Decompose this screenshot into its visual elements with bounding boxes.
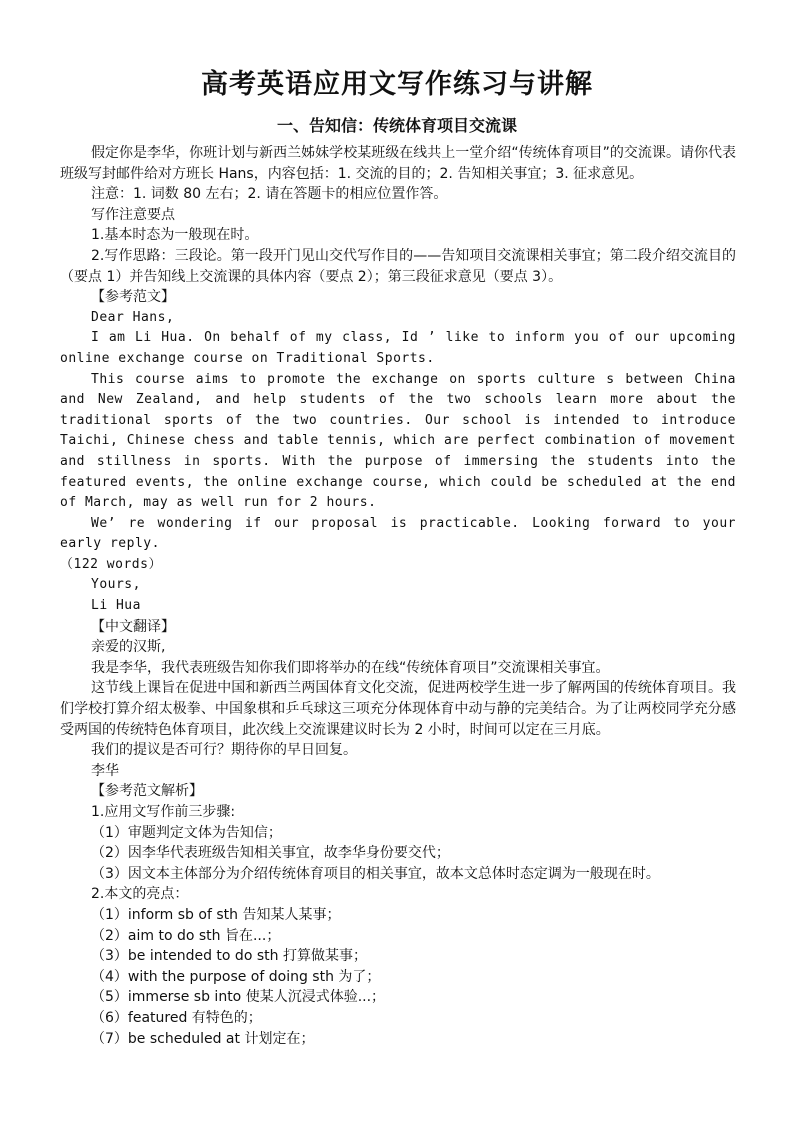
translation-paragraph-1: 我是李华，我代表班级告知你我们即将举办的在线“传统体育项目”交流课相关事宜。 <box>91 659 610 676</box>
highlights-title: 2.本文的亮点： <box>91 886 189 903</box>
sample-paragraph-3: We’ re wondering if our proposal is practicable. Looking forward to your early reply. <box>60 515 736 552</box>
sample-paragraph-2: This course aims to promote the exchange on sports culture s between China and New Zealand, and help students of the two schools learn more about the traditional sports of the two countries. Our school is intended to introduce Taichi, Chinese chess and table tennis, which are perfect combination of movement and stillness in sports. With the purpose of immersing the students into the featured events, the online exchange course, which could be scheduled at the end of March, may as well run for 2 hours. <box>60 371 736 511</box>
analysis-step-1: （1）审题判定文体为告知信； <box>91 824 282 841</box>
highlight-item-3: （3）be intended to do sth 打算做某事； <box>91 948 367 965</box>
sample-word-count: （122 words） <box>60 556 162 572</box>
highlight-item-1: （1）inform sb of sth 告知某人某事； <box>91 906 341 923</box>
sample-heading: 【参考范文】 <box>91 289 175 306</box>
analysis-step-3: （3）因文本主体部分为介绍传统体育项目的相关事宜，故本文总体时态定调为一般现在时。 <box>91 865 660 882</box>
page-title: 高考英语应用文写作练习与讲解 <box>201 69 593 100</box>
highlight-item-6: （6）featured 有特色的； <box>91 1009 262 1026</box>
sample-salutation: Dear Hans, <box>91 309 175 325</box>
sample-signature: Li Hua <box>91 598 141 614</box>
section-subtitle: 一、告知信：传统体育项目交流课 <box>276 116 517 135</box>
sample-paragraph-1: I am Li Hua. On behalf of my class, Id ’ like to inform you of our upcoming online exchange course on Traditional Sports. <box>60 330 736 366</box>
analysis-step-title: 1.应用文写作前三步骤: <box>91 804 236 820</box>
analysis-heading: 【参考范文解析】 <box>91 783 203 800</box>
translation-signature: 李华 <box>91 762 119 779</box>
points-item-1: 1.基本时态为一般现在时。 <box>91 227 259 244</box>
points-item-2: 2.写作思路：三段论。第一段开门见山交代写作目的——告知项目交流课相关事宜；第二段介绍交流目的（要点 1）并告知线上交流课的具体内容（要点 2）；第三段征求意见（要点 3）。 <box>60 247 736 285</box>
prompt-task: 假定你是李华，你班计划与新西兰姊妹学校某班级在线共上一堂介绍“传统体育项目”的交流课。请你代表班级写封邮件给对方班长 Hans，内容包括：1. 交流的目的；2. 告知相关事宜；3. 征求意见。 <box>60 145 736 182</box>
document-body <box>60 143 736 1049</box>
translation-salutation: 亲爱的汉斯, <box>91 639 166 656</box>
translation-paragraph-3: 我们的提议是否可行？期待你的早日回复。 <box>91 742 357 759</box>
highlight-item-4: （4）with the purpose of doing sth 为了； <box>91 968 381 985</box>
analysis-step-2: （2）因李华代表班级告知相关事宜，故李华身份要交代； <box>91 845 450 862</box>
points-heading: 写作注意要点 <box>91 206 175 223</box>
prompt-note: 注意：1. 词数 80 左右；2. 请在答题卡的相应位置作答。 <box>91 186 448 203</box>
translation-heading: 【中文翻译】 <box>91 618 175 635</box>
highlight-item-7: （7）be scheduled at 计划定在； <box>91 1030 315 1047</box>
sample-closing: Yours, <box>91 577 141 593</box>
translation-paragraph-2: 这节线上课旨在促进中国和新西兰两国体育文化交流，促进两校学生进一步了解两国的传统体育项目。我们学校打算介绍太极拳、中国象棋和乒乓球这三项充分体现体育中动与静的完美结合。为了让两校同学充分感受两国的传统特色体育项目，此次线上交流课建议时长为 2 小时，时间可以定在三月底。 <box>60 680 736 738</box>
highlight-item-5: （5）immerse sb into 使某人沉浸式体验...； <box>91 989 386 1006</box>
highlight-item-2: （2）aim to do sth 旨在...； <box>91 927 281 944</box>
